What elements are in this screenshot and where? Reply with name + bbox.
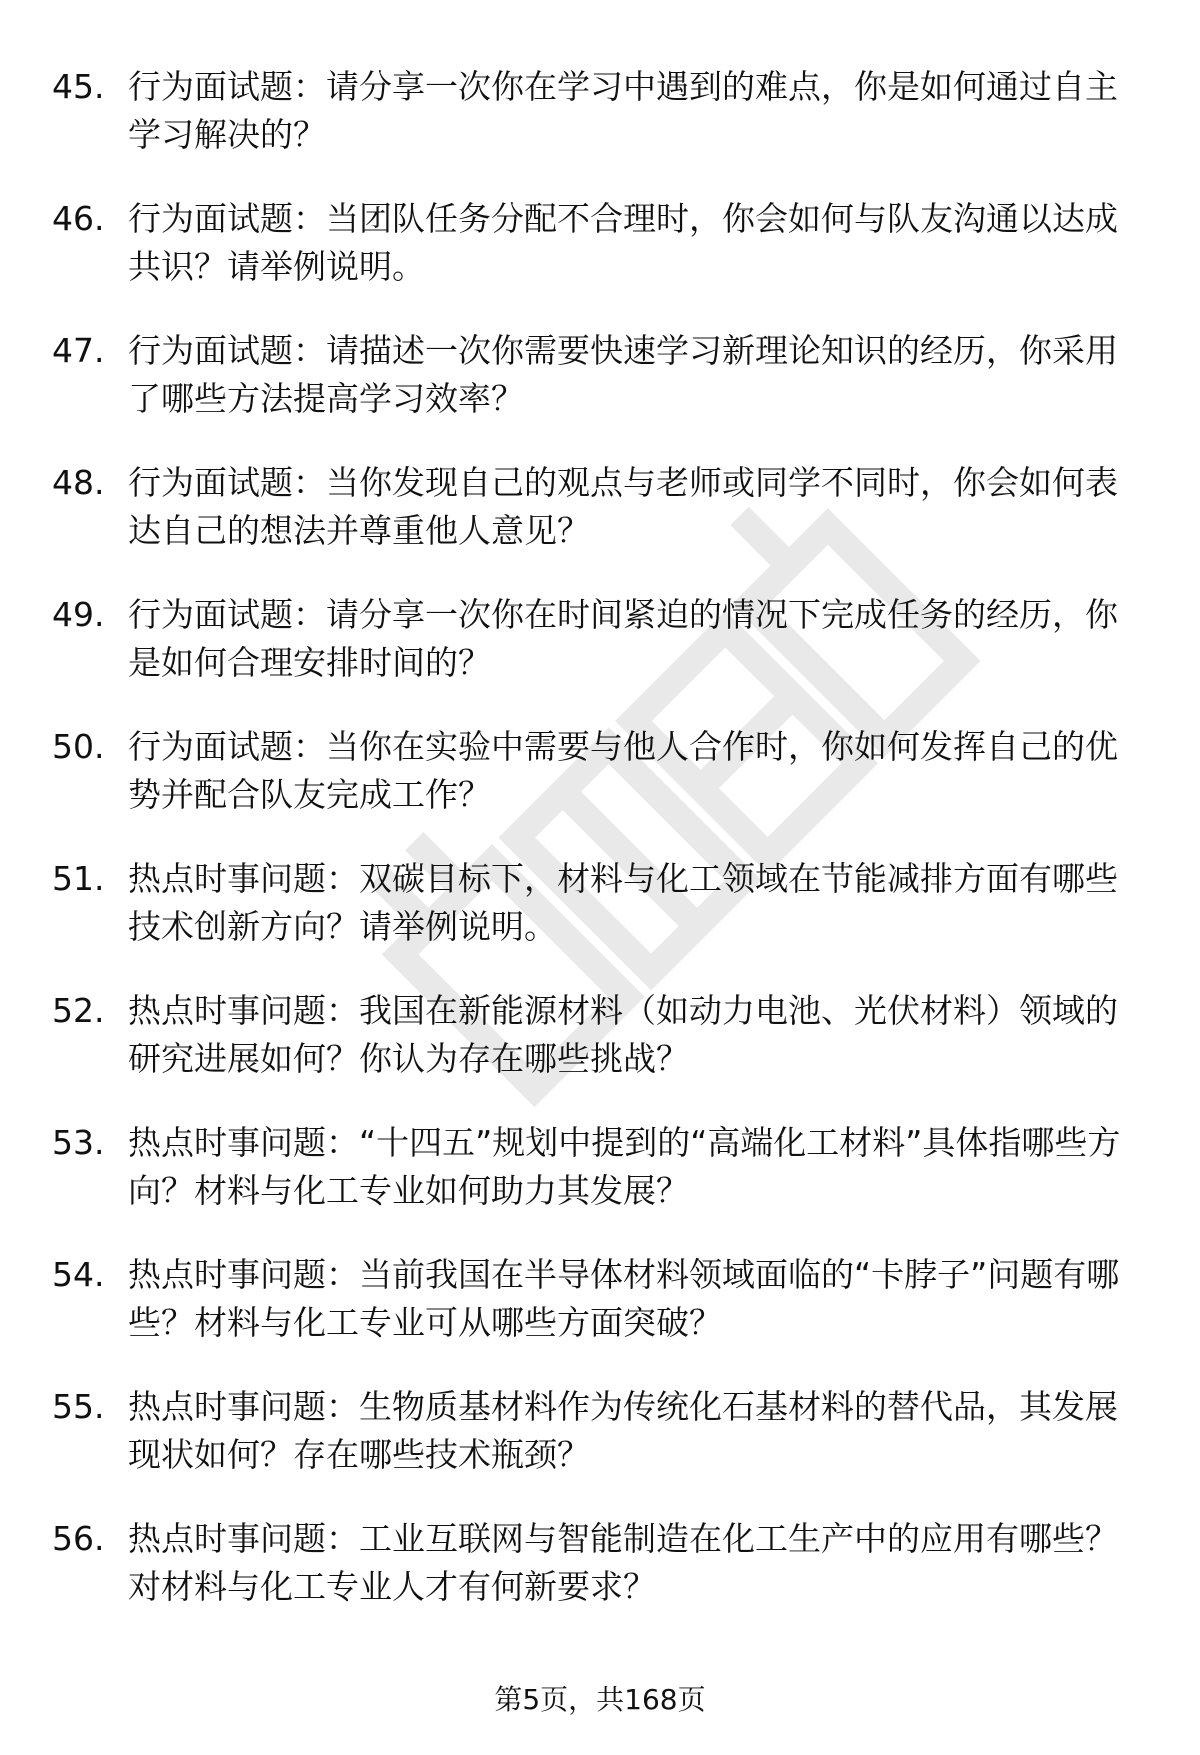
question-number: 53. bbox=[52, 1123, 105, 1162]
question-text: 行为面试题：请分享一次你在时间紧迫的情况下完成任务的经历，你是如何合理安排时间的？ bbox=[128, 595, 1118, 682]
question-number: 50. bbox=[52, 727, 105, 766]
question-text: 热点时事问题：工业互联网与智能制造在化工生产中的应用有哪些？对材料与化工专业人才有何新要求？ bbox=[128, 1519, 1118, 1606]
question-number: 45. bbox=[52, 67, 105, 106]
list-item bbox=[0, 453, 1200, 585]
question-text: 热点时事问题：当前我国在半导体材料领域面临的“卡脖子”问题有哪些？材料与化工专业可从哪些方面突破？ bbox=[128, 1255, 1120, 1342]
question-list bbox=[0, 57, 1200, 1641]
list-item bbox=[0, 1509, 1200, 1641]
question-text: 热点时事问题：双碳目标下，材料与化工领域在节能减排方面有哪些技术创新方向？请举例说明。 bbox=[128, 859, 1118, 946]
list-item bbox=[0, 321, 1200, 453]
question-number: 46. bbox=[52, 199, 105, 238]
list-item bbox=[0, 1377, 1200, 1509]
list-item bbox=[0, 1245, 1200, 1377]
question-number: 52. bbox=[52, 991, 105, 1030]
list-item bbox=[0, 981, 1200, 1113]
list-item bbox=[0, 57, 1200, 189]
list-item bbox=[0, 849, 1200, 981]
question-text: 行为面试题：当你在实验中需要与他人合作时，你如何发挥自己的优势并配合队友完成工作？ bbox=[128, 727, 1118, 814]
question-number: 48. bbox=[52, 463, 105, 502]
question-number: 49. bbox=[52, 595, 105, 634]
question-text: 行为面试题：当团队任务分配不合理时，你会如何与队友沟通以达成共识？请举例说明。 bbox=[128, 199, 1118, 286]
question-text: 行为面试题：请描述一次你需要快速学习新理论知识的经历，你采用了哪些方法提高学习效率？ bbox=[128, 331, 1118, 418]
question-text: 热点时事问题：“十四五”规划中提到的“高端化工材料”具体指哪些方向？材料与化工专业如何助力其发展？ bbox=[128, 1123, 1121, 1210]
list-item bbox=[0, 189, 1200, 321]
list-item bbox=[0, 717, 1200, 849]
list-item bbox=[0, 1113, 1200, 1245]
question-text: 行为面试题：请分享一次你在学习中遇到的难点，你是如何通过自主学习解决的？ bbox=[128, 67, 1118, 154]
page-footer bbox=[0, 1680, 1200, 1720]
question-text: 热点时事问题：生物质基材料作为传统化石基材料的替代品，其发展现状如何？存在哪些技术瓶颈？ bbox=[128, 1387, 1118, 1474]
question-text: 行为面试题：当你发现自己的观点与老师或同学不同时，你会如何表达自己的想法并尊重他人意见？ bbox=[128, 463, 1118, 550]
page-number-label: 第5页，共168页 bbox=[494, 1683, 706, 1716]
question-number: 54. bbox=[52, 1255, 105, 1294]
question-number: 51. bbox=[52, 859, 105, 898]
question-number: 56. bbox=[52, 1519, 105, 1558]
question-number: 47. bbox=[52, 331, 105, 370]
question-number: 55. bbox=[52, 1387, 105, 1426]
list-item bbox=[0, 585, 1200, 717]
question-text: 热点时事问题：我国在新能源材料（如动力电池、光伏材料）领域的研究进展如何？你认为存在哪些挑战？ bbox=[128, 991, 1118, 1078]
